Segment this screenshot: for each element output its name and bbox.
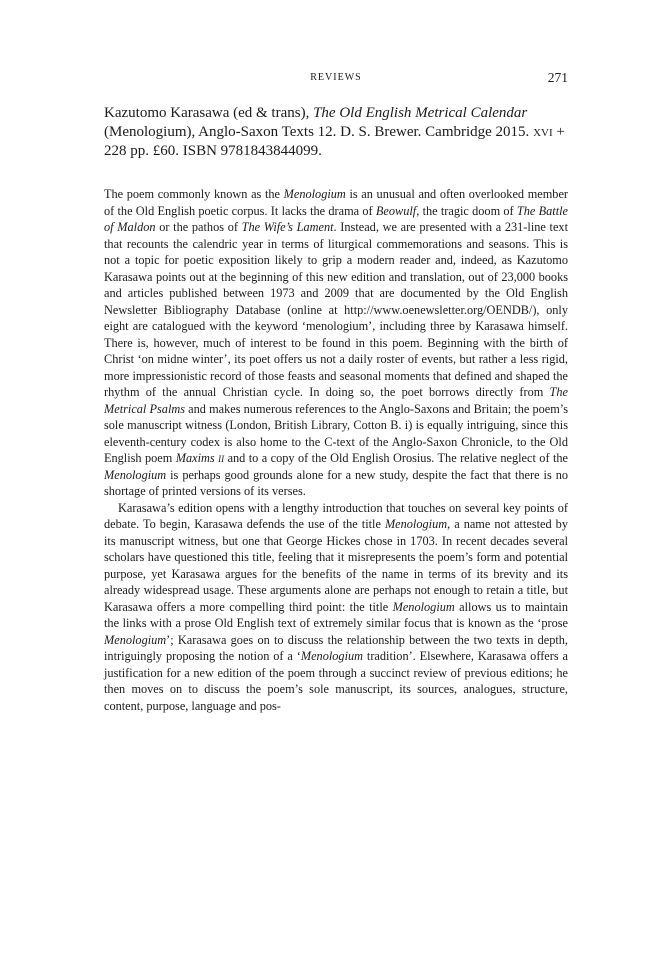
text-run: and to a copy of the Old English Orosius. The relative neglect of the <box>224 451 569 465</box>
text-run: is an unusual and often overlooked member of the Old English poetic corpus. It lacks the drama of <box>104 187 568 218</box>
italic-title: Menologium <box>300 649 364 663</box>
italic-title: Menologium <box>283 187 346 201</box>
italic-title: Menologium <box>104 632 167 647</box>
italic-title: Menologium <box>392 599 455 614</box>
italic-title: Maxims <box>175 451 219 465</box>
text-run: ’; Karasawa goes on to discuss the relationship between the two texts in depth, intriguingly proposing the notion of a ‘ <box>104 632 568 663</box>
italic-title: The Wife’s Lament <box>241 220 334 234</box>
running-head: REVIEWS <box>310 72 362 83</box>
italic-title: Menologium <box>104 467 167 482</box>
text-run: . Instead, we are presented with a 231-line text that recounts the calendric year in terms of liturgical commemorations and seasons. This is not a topic for poetic exposition likely to grip a modern reader and, indeed, as Kazutomo Karasawa points out at the beginning of this new edition and translation, out of 23,000 books and articles published between 1973 and 2009 that are documented by the Old English Newsletter Bibliography Database (online at http://www.oenewsletter.org/OENDB/), only eight are catalogued with the keyword ‘menologium’, including three by Karasawa himself. There is, however, much of interest to be found in this poem. Beginning with the birth of Christ ‘on midne winter’, its poet offers us not a daily roster of events, but rather a less rigid, more impressionistic record of those feasts and seasonal moments that defined and shaped the rhythm of the annual Christian cycle. In doing so, the poet borrows directly from <box>104 220 568 399</box>
text-run: , the tragic doom of <box>416 203 517 218</box>
text-run: or the pathos of <box>155 220 242 234</box>
text-run: The poem commonly known as the <box>104 187 284 201</box>
text-run: and makes numerous references to the Anglo-Saxons and Britain; the poem’s sole manuscript witness (London, British Library, Cotton B. i) is equally intriguing, since this eleventh-century codex is also home to the C-text of the Anglo-Saxon Chronicle, to the Old English poem <box>104 401 568 465</box>
review-body <box>104 186 568 714</box>
text-run: is perhaps good grounds alone for a new study, despite the fact that there is no shortage of printed versions of its verses. <box>104 467 568 498</box>
italic-title: The Metrical Psalms <box>104 385 568 416</box>
book-citation <box>104 104 568 161</box>
italic-smallcaps-numeral: ii <box>218 451 225 465</box>
page-number: 271 <box>547 70 568 85</box>
italic-title: The Battle of Maldon <box>104 203 569 234</box>
citation-price-isbn: + 228 pp. £60. ISBN 9781843844099. <box>104 124 565 159</box>
text-run: tradition’. Elsewhere, Karasawa offers a justification for a new edition of the poem through a succinct review of previous editions; he then moves on to discuss the poem’s sole manuscript, its sources, analogues, structure, content, purpose, language and pos- <box>104 649 568 713</box>
text-run: allows us to maintain the links with a prose Old English text of extremely similar focus that is known as the ‘prose <box>104 599 568 630</box>
italic-title: Menologium <box>384 517 448 531</box>
paragraph-1 <box>104 186 568 500</box>
citation-title: The Old English Metrical Calendar <box>313 105 528 121</box>
text-run: Karasawa’s edition opens with a lengthy introduction that touches on several key points of debate. To begin, Karasawa defends the use of the title <box>104 500 568 531</box>
paragraph-2 <box>104 500 568 715</box>
citation-roman-pages: xvi <box>533 124 553 140</box>
citation-editor: Kazutomo Karasawa (ed & trans), <box>104 105 314 121</box>
text-run: , a name not attested by its manuscript witness, but one that George Hickes chose in 1703. In recent decades several scholars have questioned this title, feeling that it misrepresents the poem’s form and potential purpose, yet Karasawa argues for the benefits of the name in terms of its brevity and its already widespread usage. These arguments alone are perhaps not enough to retain a title, but Karasawa offers a more compelling third point: the title <box>104 517 568 614</box>
citation-series: (Menologium), Anglo-Saxon Texts 12. D. S. Brewer. Cambridge 2015. <box>104 124 534 140</box>
italic-title: Beowulf <box>375 203 417 218</box>
